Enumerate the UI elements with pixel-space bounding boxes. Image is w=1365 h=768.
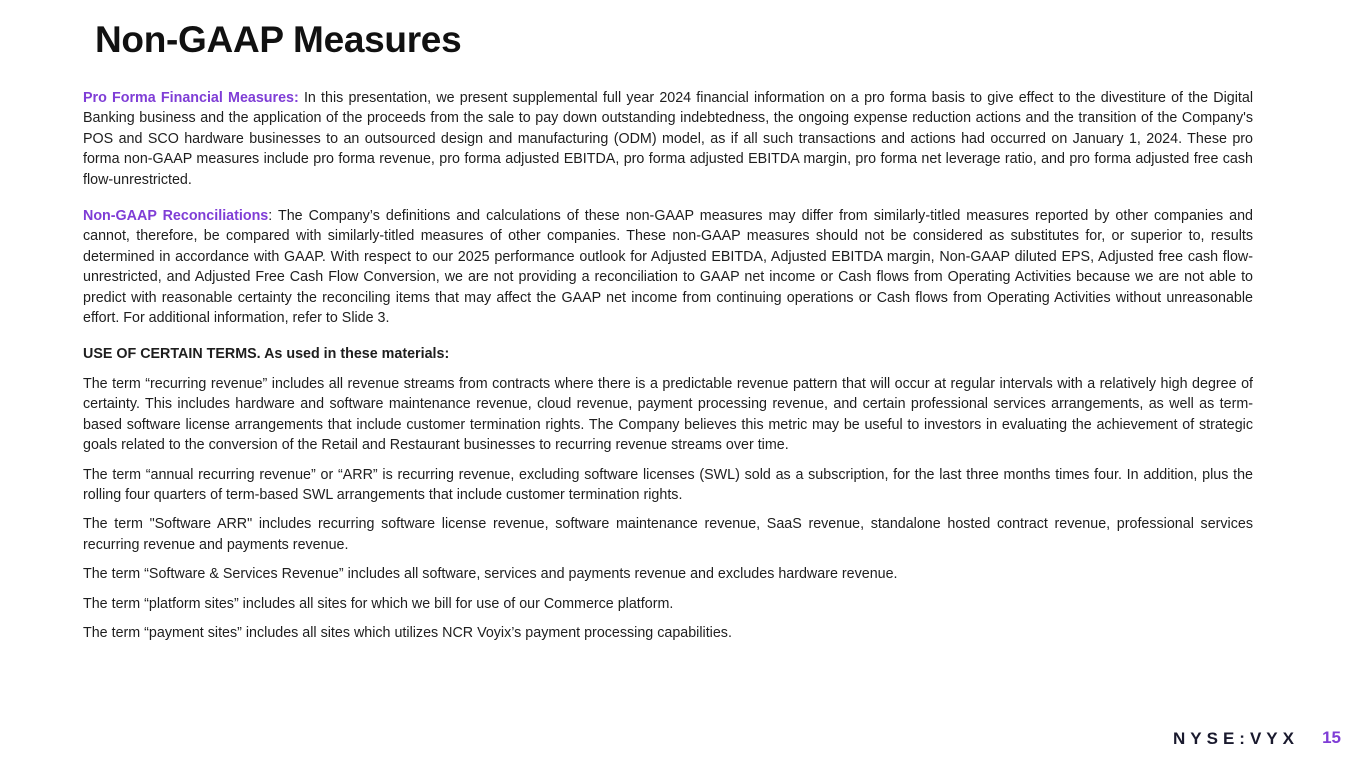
page-number: 15 xyxy=(1322,728,1341,747)
term-recurring-revenue: The term “recurring revenue” includes all revenue streams from contracts where there is a predictable revenue pattern that will occur at regular intervals with a relatively high degree of certainty. This includes hardware and software maintenance revenue, cloud revenue, payment processing revenue, and certain professional services arrangements, as well as term-based software license arrangements that include customer termination rights. The Company believes this metric may be useful to investors in evaluating the achievement of strategic goals related to the conversion of the Retail and Restaurant businesses to recurring revenue streams over time. xyxy=(83,375,1253,454)
content-body xyxy=(83,88,1253,652)
term-arr: The term “annual recurring revenue” or “ARR” is recurring revenue, excluding software licenses (SWL) sold as a subscription, for the last three months times four. In addition, plus the rolling four quarters of term-based SWL arrangements that include customer termination rights. xyxy=(83,466,1253,503)
term-software-arr: The term "Software ARR" includes recurring software license revenue, software maintenance revenue, SaaS revenue, standalone hosted contract revenue, professional services recurring revenue and payments revenue. xyxy=(83,516,1253,553)
term-software-services-revenue: The term “Software & Services Revenue” includes all software, services and payments revenue and excludes hardware revenue. xyxy=(83,566,898,583)
term-platform-sites: The term “platform sites” includes all sites for which we bill for use of our Commerce platform. xyxy=(83,595,674,612)
reconciliations-paragraph xyxy=(83,206,1253,328)
pro-forma-paragraph xyxy=(83,88,1253,190)
pro-forma-label: Pro Forma Financial Measures: xyxy=(83,90,299,106)
terms-heading: USE OF CERTAIN TERMS. As used in these materials: xyxy=(83,346,450,363)
page-title: Non-GAAP Measures xyxy=(95,19,462,60)
term-payment-sites: The term “payment sites” includes all sites which utilizes NCR Voyix’s payment processing capabilities. xyxy=(83,624,732,641)
reconciliations-text: : The Company’s definitions and calculations of these non-GAAP measures may differ from similarly-titled measures reported by other companies and cannot, therefore, be compared with similarly-titled measures of other companies. These non-GAAP measures should not be considered as substitutes for, or superior to, results determined in accordance with GAAP. With respect to our 2025 performance outlook for Adjusted EBITDA, Adjusted EBITDA margin, Non-GAAP diluted EPS, Adjusted free cash flow-unrestricted, and Adjusted Free Cash Flow Conversion, we are not providing a reconciliation to GAAP net income or Cash flows from Operating Activities because we are not able to predict with reasonable certainty the reconciling items that may affect the GAAP net income from continuing operations or Cash flows from Operating Activities without unreasonable effort. For additional information, refer to Slide 3. xyxy=(83,208,1253,327)
pro-forma-text: In this presentation, we present supplemental full year 2024 financial information on a pro forma basis to give effect to the divestiture of the Digital Banking business and the application of the proceeds from the sale to pay down outstanding indebtedness, the ongoing expense reduction actions and the transition of the Company's POS and SCO hardware businesses to an outsourced design and manufacturing (ODM) model, as if all such transactions and actions had occurred on January 1, 2024. These pro forma non-GAAP measures include pro forma revenue, pro forma adjusted EBITDA, pro forma adjusted EBITDA margin, pro forma net leverage ratio, and pro forma adjusted free cash flow-unrestricted. xyxy=(83,90,1253,188)
stock-ticker: NYSE:VYX xyxy=(1173,729,1299,748)
reconciliations-label: Non-GAAP Reconciliations xyxy=(83,208,269,225)
